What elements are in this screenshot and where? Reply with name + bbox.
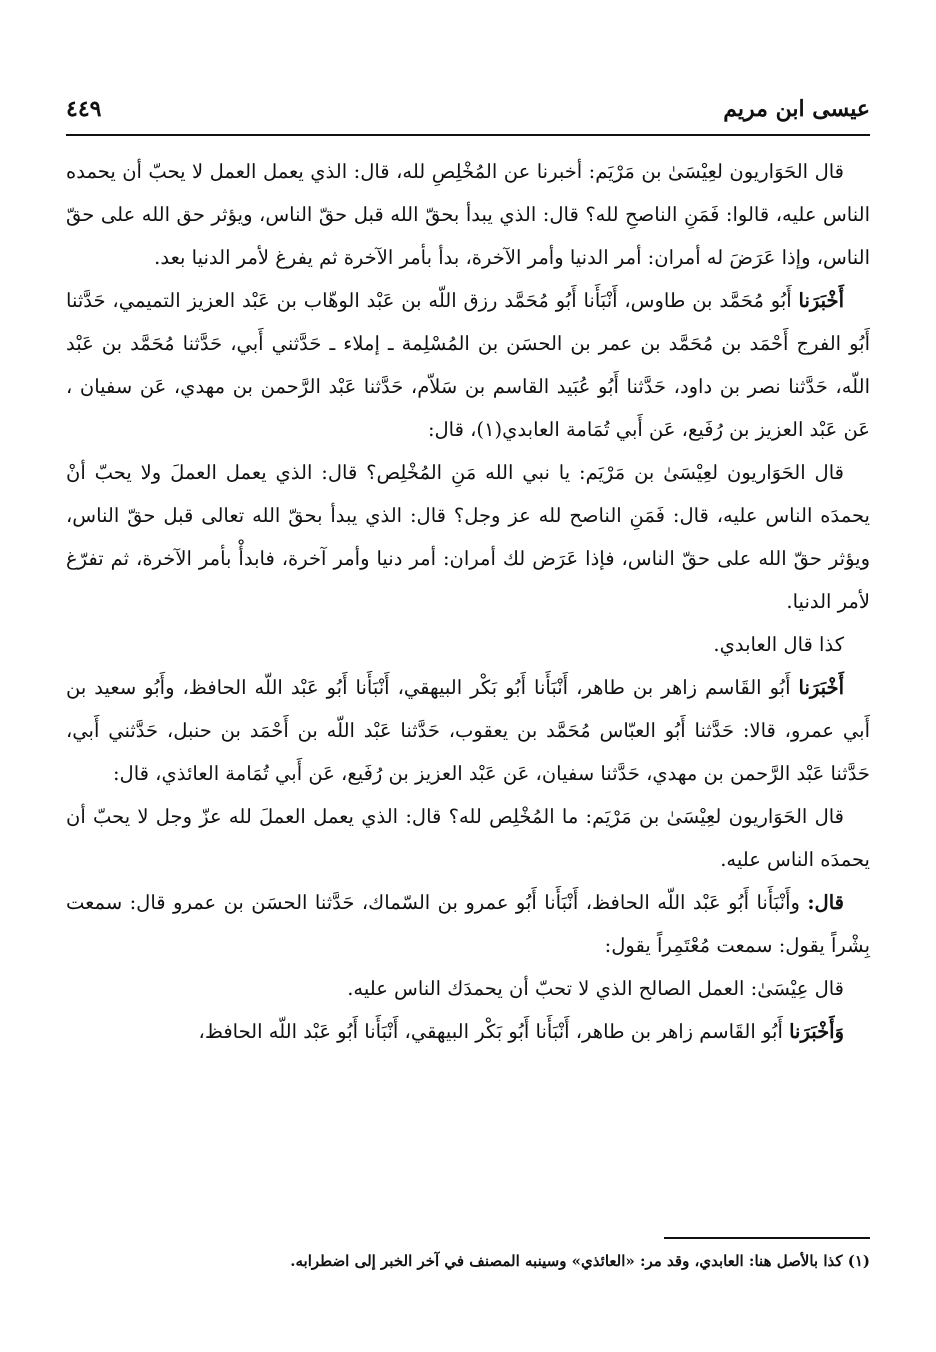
paragraph-4 [66,623,870,666]
paragraph-text: قال الحَوَاريون لعِيْسَىٰ بن مَرْيَم: ما المُخْلِص لله؟ قال: الذي يعمل العملَ لله عزّ وجل لا يحبّ أن يحمدَه الناس عليه. [66,805,870,871]
page-header [66,94,870,136]
running-title: عيسى ابن مريم [723,96,870,122]
paragraph-2 [66,279,870,451]
paragraph-3 [66,451,870,623]
footnote-divider [664,1237,870,1239]
paragraph-7 [66,881,870,967]
body-text [66,150,870,1053]
paragraph-lead: أَخْبَرَنا [798,676,844,699]
paragraph-6 [66,795,870,881]
paragraph-text: كذا قال العابدي. [713,633,844,656]
paragraph-text: قال الحَوَاريون لعِيْسَىٰ بن مَرْيَم: أخبرنا عن المُخْلِصِ لله، قال: الذي يعمل العمل لا يحبّ أن يحمده الناس عليه، قالوا: فَمَنِ الناصحِ لله؟ قال: الذي يبدأ بحقّ الله قبل حقّ الناس، ويؤثر حق الله على حقّ الناس، وإذا عَرَضَ له أمران: أمر الدنيا وأمر الآخرة، بدأ بأمر الآخرة ثم يفرغ لأمر الدنيا بعد. [66,160,870,269]
paragraph-lead: قال: [807,891,844,914]
paragraph-text: أَبُو القَاسم زاهر بن طاهر، أَنْبَأَنا أَبُو بَكْر البيهقي، أَنْبَأَنا أَبُو عَبْد اللّه الحافظ، [198,1020,790,1043]
paragraph-8 [66,967,870,1010]
paragraph-lead: أَخْبَرَنا [798,289,844,312]
paragraph-lead: وَأَخْبَرَنا [789,1020,844,1043]
paragraph-text: أَبُو مُحَمَّد بن طاوس، أَنْبَأَنا أَبُو مُحَمَّد رزق اللّه بن عَبْد الوهّاب بن عَبْد العزيز التميمي، حَدَّثنا أَبُو الفرج أَحْمَد بن مُحَمَّد بن عمر بن الحسَن بن المُسْلِمة ـ إملاء ـ حَدَّثني أَبي، حَدَّثنا مُحَمَّد بن عَبْد اللّه، حَدَّثنا نصر بن داود، حَدَّثنا أَبُو عُبَيد القاسم بن سَلاّم، حَدَّثنا عَبْد الرَّحمن بن مهدي، عَن سفيان ، عَن عَبْد العزيز بن رُفَيع، عَن أَبي تُمَامة العابدي(١)، قال: [66,289,870,441]
paragraph-text: قال الحَوَاريون لعِيْسَىٰ بن مَرْيَم: يا نبي الله مَنِ المُخْلِص؟ قال: الذي يعمل العملَ ولا يحبّ أنْ يحمدَه الناس عليه، قال: فَمَنِ الناصح لله عز وجل؟ قال: الذي يبدأ بحقّ الله تعالى قبل حقّ الناس، ويؤثر حقّ الله على حقّ الناس، فإذا عَرَض لك أمران: أمر دنيا وأمر آخرة، فابدأْ بأمر الآخرة، ثم تفرّغ لأمر الدنيا. [66,461,870,613]
paragraph-5 [66,666,870,795]
paragraph-1 [66,150,870,279]
paragraph-text: أَبُو القَاسم زاهر بن طاهر، أَنْبَأَنا أَبُو بَكْر البيهقي، أَنْبَأَنا أَبُو عَبْد اللّه الحافظ، وأَبُو سعيد بن أَبي عمرو، قالا: حَدَّثنا أَبُو العبّاس مُحَمَّد بن يعقوب، حَدَّثنا عَبْد اللّه بن أَحْمَد بن حنبل، حَدَّثني أَبي، حَدَّثنا عَبْد الرَّحمن بن مهدي، حَدَّثنا سفيان، عَن عَبْد العزيز بن رُفَيع، عَن أَبي تُمَامة العائذي، قال: [66,676,870,785]
paragraph-text: قال عِيْسَىٰ: العمل الصالح الذي لا تحبّ أن يحمدَك الناس عليه. [347,977,844,1000]
page-number: ٤٤٩ [66,96,102,122]
paragraph-9 [66,1010,870,1053]
footnote: (١) كذا بالأصل هنا: العابدي، وقد مر: «العائذي» وسينبه المصنف في آخر الخبر إلى اضطرابه. [290,1252,870,1270]
paragraph-text: وأَنْبَأَنا أَبُو عَبْد اللّه الحافظ، أَنْبَأَنا أَبُو عمرو بن السّماك، حَدَّثنا الحسَن بن عمرو قال: سمعت بِشْراً يقول: سمعت مُعْتَمِراً يقول: [66,891,870,957]
